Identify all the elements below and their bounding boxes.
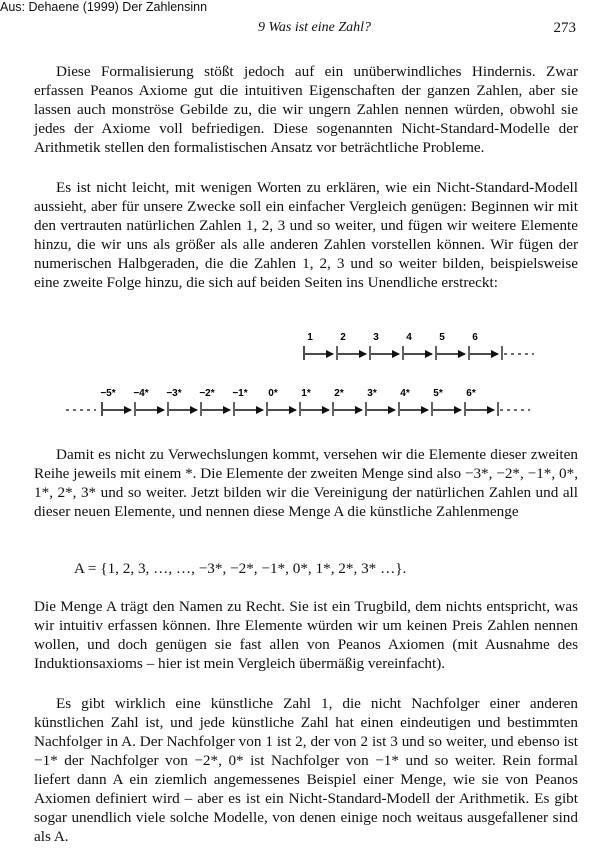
paragraph-4: Die Menge A trägt den Namen zu Recht. Sie ist ein Trugbild, dem nichts entspricht, was wir intuitiv erfassen können. Ihre Elemente würden wir um keinen Preis Zahlen nennen wollen, und doch genügen sie fast allen von Peanos Axiomen (mit Ausnahme des Induktionsaxioms – hier ist mein Vergleich übermäßig vereinfacht). [34,598,578,672]
row2-label: −2* [199,388,215,399]
paragraph-5: Es gibt wirklich eine künstliche Zahl 1, die nicht Nachfolger einer anderen künstlichen Zahl ist, und jede künstliche Zahl hat einen eindeutigen und bestimmten Nachfolger in A. Der Nachfolger von 1 ist 2, der von 2 ist 3 und so weiter, und ebenso ist −1* der Nachfolger von −2*, 0* ist Nachfolger von −1* und so weiter. Rein formal liefert dann A ein ziemlich angemessenes Beispiel einer Menge, wie sie von Peanos Axiomen definiert wird – aber es ist ein Nicht-Standard-Modell der Arithmetik. Es gibt sogar unendlich viele solche Modelle, von denen einige noch weitaus ausgefallener sind als A. [34,695,578,845]
source-label: Aus: Dehaene (1999) Der Zahlensinn [0,0,208,14]
row2-label: −5* [100,388,116,399]
row2-label: 5* [433,388,443,399]
paragraph-1: Diese Formalisierung stößt jedoch auf ein unüberwindliches Hindernis. Zwar erfassen Peanos Axiome gut die intuitiven Eigenschaften der ganzen Zahlen, aber sie lassen auch monströse Gebilde zu, die wir ungern Zahlen nennen würden, obwohl sie jedes der Axiome voll befriedigen. Diese sogenannten Nicht-Standard-Modelle der Arithmetik stellen den formalistischen Ansatz vor beträchtliche Probleme. [34,63,578,156]
paragraph-2: Es ist nicht leicht, mit wenigen Worten zu erklären, wie ein Nicht-Standard-Modell aussieht, aber für unsere Zwecke soll ein einfacher Vergleich genügen: Beginnen wir mit den vertrauten natürlichen Zahlen 1, 2, 3 und so weiter, und fügen wir weitere Elemente hinzu, die wir uns als größer als alle anderen Zahlen vorstellen können. Wir fügen der numerischen Halbgeraden, die die Zahlen 1, 2, 3 und so weiter bilden, beispielsweise eine zweite Folge hinzu, die sich auf beiden Seiten ins Unendliche erstreckt: [34,179,578,291]
row1-label: 5 [439,332,445,343]
row2-label: −4* [133,388,149,399]
row2-label: 1* [301,388,311,399]
paragraph-3: Damit es nicht zu Verwechslungen kommt, versehen wir die Elemente dieser zweiten Reihe jeweils mit einem *. Die Elemente der zweiten Menge sind also −3*, −2*, −1*, 0*, 1*, 2*, 3* und so weiter. Jetzt bilden wir die Vereinigung der natürlichen Zahlen und all dieser neuen Elemente, und nennen diese Menge A die künstliche Zahlenmenge [34,446,578,520]
row1-label: 4 [406,332,412,343]
row2-label: 3* [367,388,377,399]
row1-label: 6 [472,332,478,343]
page-number: 273 [553,20,576,36]
row1-label: 3 [373,332,379,343]
row2-label: 0* [268,388,278,399]
row1-label: 2 [340,332,346,343]
row1-label: 1 [307,332,313,343]
row2-label: 4* [400,388,410,399]
row2-label: 6* [466,388,476,399]
chapter-title: 9 Was ist eine Zahl? [258,20,372,35]
row2-label: 2* [334,388,344,399]
row2-label: −3* [166,388,182,399]
row2-label: −1* [232,388,248,399]
set-formula: A = {1, 2, 3, …, …, −3*, −2*, −1*, 0*, 1*, 2*, 3* …}. [74,560,407,577]
